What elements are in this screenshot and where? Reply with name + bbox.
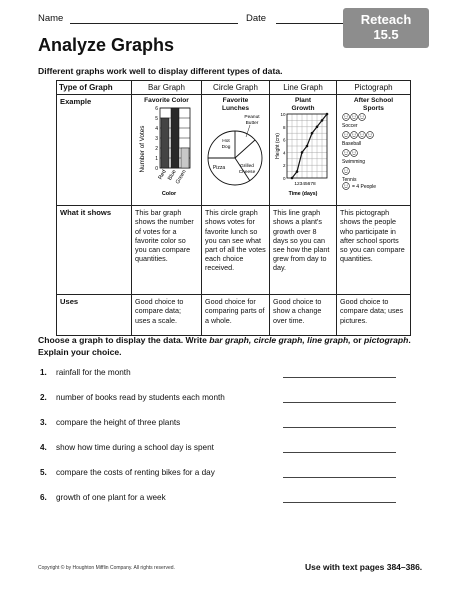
line-graph-title-1: Plant (294, 97, 312, 105)
smiley-eye (344, 116, 345, 117)
smiley-face-icon (359, 114, 366, 121)
bar-red (161, 118, 169, 168)
instructions-em-2: pictograph (364, 335, 409, 345)
bar-graph-tick-label: 2 (155, 145, 158, 152)
bar-graph-tick-label: 5 (155, 115, 158, 122)
bar-graph-tick-label: 1 (155, 155, 158, 162)
circle-graph-uses: Good choice for comparing parts of a whole. (202, 295, 270, 336)
smiley-eye (360, 134, 361, 135)
pie-label-grilled-cheese-1: Grilled (240, 164, 254, 170)
graph-types-table (56, 80, 411, 336)
line-graph-example (270, 95, 337, 206)
line-graph-point (296, 170, 299, 173)
line-graph-point (306, 145, 309, 148)
pie-label-grilled-cheese-2: Cheese (238, 170, 256, 176)
line-graph-y-tick: 2 (282, 163, 286, 169)
circle-graph-shows: This circle graph shows votes for favorite lunch so you can see what part of all the votes each choice received. (202, 206, 270, 295)
name-label: Name (38, 13, 64, 24)
smiley-eye (347, 134, 348, 135)
answer-line-6[interactable] (283, 501, 396, 503)
header-type-of-graph: Type of Graph (57, 81, 132, 95)
pie-label-peanut-butter-1: Peanut (244, 115, 260, 121)
smiley-face-icon (343, 150, 350, 157)
bar-graph-category-label: Blue (167, 168, 178, 182)
smiley-eye (344, 152, 345, 153)
pie-label-hot-dog-1: Hot (222, 139, 230, 145)
line-graph-y-tick: 4 (282, 150, 286, 156)
badge-line-1: Reteach (360, 12, 412, 27)
line-graph-point (311, 132, 314, 135)
smiley-eye (355, 152, 356, 153)
table-row-what-it-shows (57, 206, 411, 295)
pictograph-example (337, 95, 411, 206)
row-label-uses: Uses (57, 295, 132, 336)
smiley-eye (363, 116, 364, 117)
instructions-part-3: . Explain your choice. (38, 335, 411, 357)
answer-line-1[interactable] (283, 376, 396, 378)
circle-graph-title-2: Lunches (221, 104, 250, 112)
pie-label-hot-dog-2: Dog (221, 145, 231, 151)
question-number: 4. (40, 443, 47, 452)
bar-blue (171, 108, 179, 168)
pictograph-category-label: Baseball (342, 141, 362, 148)
pie-label-pizza: Pizza (212, 165, 226, 172)
smiley-face-icon (343, 114, 350, 121)
line-graph-uses: Good choice to show a change over time. (270, 295, 337, 336)
date-label: Date (246, 13, 267, 24)
smiley-eye (347, 185, 348, 186)
line-graph-point (316, 126, 319, 129)
line-graph-x-ticks: 12345678 (294, 182, 316, 188)
bar-graph-example (132, 95, 202, 206)
instructions-em-1: bar graph, circle graph, line graph, (209, 335, 351, 345)
line-graph-y-label: Height (cm) (275, 133, 281, 159)
bar-graph-title: Favorite Color (144, 97, 189, 105)
pictograph-title-2: Sports (363, 104, 384, 112)
question-text: number of books read by students each month (56, 393, 225, 402)
smiley-face-icon (359, 132, 366, 139)
pictograph-shows: This pictograph shows the people who participate in after school sports so you can compare quantities. (337, 206, 411, 295)
bar-graph-y-label: Number of Votes (139, 125, 146, 173)
question-5 (40, 468, 215, 477)
question-number: 5. (40, 468, 47, 477)
pictograph-chart (340, 112, 408, 196)
answer-line-4[interactable] (283, 451, 396, 453)
question-number: 6. (40, 493, 47, 502)
line-graph-point (291, 177, 294, 180)
question-number: 3. (40, 418, 47, 427)
header-line-graph: Line Graph (270, 81, 337, 95)
smiley-eye (371, 134, 372, 135)
smiley-eye (347, 116, 348, 117)
answer-line-5[interactable] (283, 476, 396, 478)
page-title: Analyze Graphs (38, 35, 175, 55)
smiley-eye (363, 134, 364, 135)
smiley-eye (368, 134, 369, 135)
text-pages-reference: Use with text pages 384–386. (305, 562, 423, 572)
bar-graph-category-label: Green (174, 168, 188, 185)
answer-line-2[interactable] (283, 401, 396, 403)
bar-graph-category-label: Red (157, 168, 168, 181)
header-circle-graph: Circle Graph (202, 81, 270, 95)
question-3 (40, 418, 180, 427)
line-graph-y-tick: 8 (282, 124, 286, 130)
name-field[interactable] (70, 23, 238, 24)
smiley-eye (347, 170, 348, 171)
question-text: growth of one plant for a week (56, 493, 166, 502)
table-row-example (57, 95, 411, 206)
circle-graph-chart (205, 112, 267, 192)
smiley-eye (352, 152, 353, 153)
smiley-eye (352, 116, 353, 117)
smiley-eye (347, 152, 348, 153)
badge-line-2: 15.5 (373, 27, 399, 42)
smiley-eye (344, 170, 345, 171)
bar-graph-tick-label: 0 (155, 165, 158, 172)
bar-graph-chart (135, 105, 199, 197)
intro-text: Different graphs work well to display different types of data. (38, 66, 283, 76)
instructions-part-2: or (350, 335, 365, 345)
table-header-row (57, 81, 411, 95)
bar-graph-uses: Good choice to compare data; uses a scale. (132, 295, 202, 336)
question-text: rainfall for the month (56, 368, 131, 377)
bar-graph-tick-label: 3 (155, 135, 158, 142)
line-graph-title-2: Growth (291, 104, 315, 112)
question-2 (40, 393, 225, 402)
line-graph-point (321, 119, 324, 122)
line-graph-point (326, 113, 329, 116)
pictograph-uses: Good choice to compare data; uses pictures. (337, 295, 411, 336)
pie-label-peanut-butter-2: Butter (245, 121, 259, 127)
line-graph-y-tick: 0 (282, 176, 286, 182)
bar-graph-tick-label: 4 (155, 125, 158, 132)
question-1 (40, 368, 131, 377)
smiley-face-icon (343, 168, 350, 175)
instructions-part-1: Choose a graph to display the data. Write (38, 335, 210, 345)
header-pictograph: Pictograph (337, 81, 411, 95)
smiley-face-icon (351, 150, 358, 157)
question-text: compare the costs of renting bikes for a day (56, 468, 215, 477)
pictograph-title-1: After School (353, 97, 394, 105)
smiley-eye (344, 134, 345, 135)
line-graph-y-tick: 10 (280, 112, 286, 118)
pictograph-category-label: Soccer (342, 123, 358, 130)
smiley-eye (355, 134, 356, 135)
reteach-badge (343, 8, 429, 48)
smiley-face-icon (351, 114, 358, 121)
header-bar-graph: Bar Graph (132, 81, 202, 95)
question-6 (40, 493, 166, 502)
question-number: 1. (40, 368, 47, 377)
line-graph-y-tick: 6 (282, 137, 286, 143)
smiley-eye (355, 116, 356, 117)
row-label-what-it-shows: What it shows (57, 206, 132, 295)
answer-line-3[interactable] (283, 426, 396, 428)
pictograph-key: = 4 People (352, 184, 377, 191)
question-number: 2. (40, 393, 47, 402)
line-graph-shows: This line graph shows a plant's growth over 8 days so you can see how the plant grew from day to day. (270, 206, 337, 295)
line-graph-x-label: Time (days) (288, 191, 318, 198)
circle-graph-example (202, 95, 270, 206)
question-4 (40, 443, 214, 452)
pictograph-category-label: Swimming (342, 159, 366, 166)
question-text: show how time during a school day is spent (56, 443, 214, 452)
smiley-face-icon (343, 132, 350, 139)
circle-graph-title-1: Favorite (222, 97, 249, 105)
row-label-example: Example (57, 95, 132, 206)
bar-graph-tick-label: 6 (155, 105, 158, 112)
smiley-face-icon (367, 132, 374, 139)
pictograph-category-label: Tennis (342, 177, 357, 184)
smiley-face-icon (351, 132, 358, 139)
table-row-uses (57, 295, 411, 336)
line-graph-point (301, 151, 304, 154)
instructions (38, 335, 433, 358)
smiley-eye (360, 116, 361, 117)
bar-graph-x-label: Color (161, 190, 177, 197)
smiley-eye (344, 185, 345, 186)
bar-green (181, 148, 189, 168)
bar-graph-shows: This bar graph shows the number of votes for a favorite color so you can compare quantities. (132, 206, 202, 295)
line-graph-chart (273, 112, 335, 198)
copyright-text: Copyright © by Houghton Mifflin Company. All rights reserved. (38, 565, 175, 571)
question-text: compare the height of three plants (56, 418, 181, 427)
smiley-eye (352, 134, 353, 135)
smiley-face-icon (343, 183, 350, 190)
